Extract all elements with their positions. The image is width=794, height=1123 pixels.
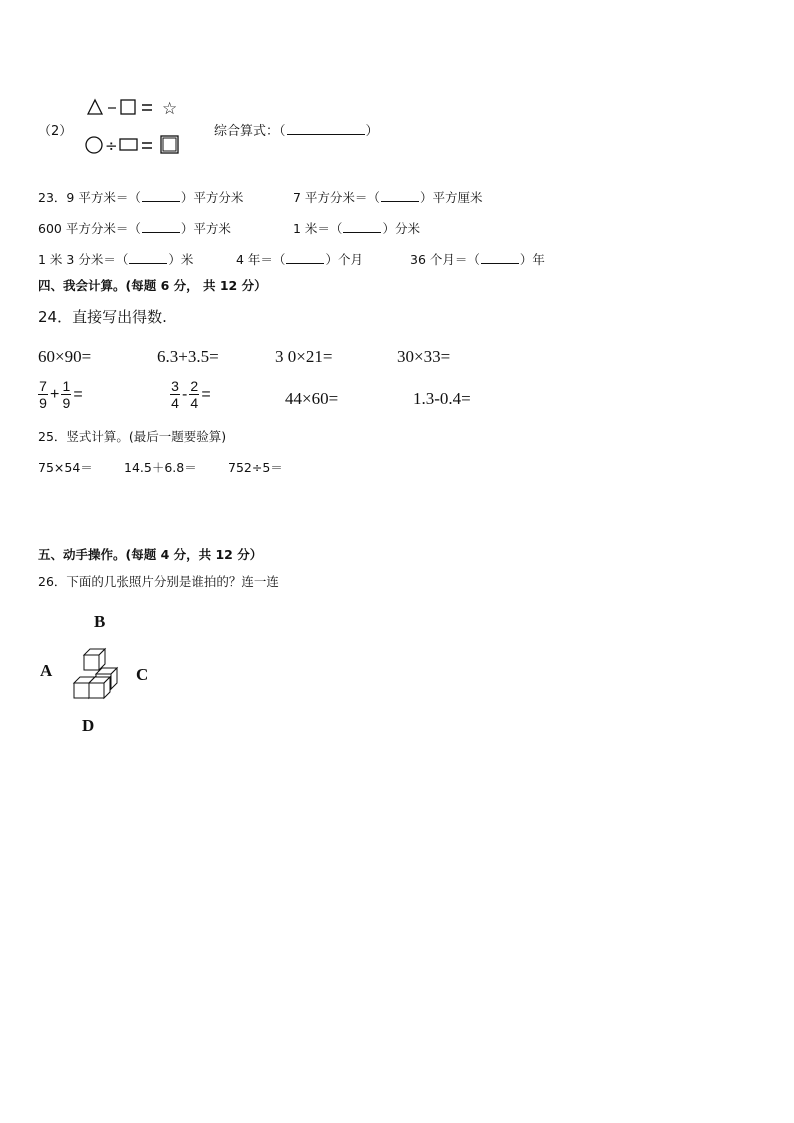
- q23-text: 4 年＝（: [236, 252, 286, 267]
- q23-row3-item2: [236, 250, 363, 268]
- q23-unit: ）平方厘米: [419, 190, 483, 205]
- equals: =: [73, 386, 83, 403]
- symbol-equation-graphic: [84, 96, 194, 162]
- answer-blank[interactable]: [129, 253, 167, 264]
- q24-expr-1: 60×90=: [38, 347, 92, 366]
- combined-formula-close: ）: [365, 124, 379, 139]
- q26-title: 26．下面的几张照片分别是谁拍的？连一连: [38, 574, 279, 589]
- rectangle-icon: [120, 139, 137, 150]
- combined-formula-label: 综合算式：（: [214, 124, 286, 139]
- combined-formula-blank[interactable]: [287, 124, 365, 135]
- q23-row3-item3: [410, 250, 545, 268]
- operator: -: [182, 386, 188, 403]
- denominator: 4: [171, 395, 179, 411]
- cube-stack-icon: [70, 646, 122, 702]
- circle-icon: [86, 137, 102, 153]
- numerator: 2: [190, 378, 199, 394]
- q23-unit: ）平方分米: [180, 190, 244, 205]
- q25-item-1: 75×54＝: [38, 460, 93, 475]
- denominator: 9: [62, 395, 71, 411]
- q23-unit: ）年: [519, 252, 545, 267]
- numerator: 1: [62, 378, 71, 394]
- q23-unit: ）个月: [325, 252, 363, 267]
- section5-heading: 五、动手操作。(每题 4 分，共 12 分）: [38, 547, 263, 562]
- q23-unit: ）分米: [382, 221, 420, 236]
- q23-row2-item1: [38, 219, 231, 237]
- q22-part2-label: （2）: [38, 124, 73, 139]
- denominator: 4: [190, 395, 199, 411]
- equals: =: [201, 386, 211, 403]
- q23-text: 1 米 3 分米＝（: [38, 252, 129, 267]
- fraction: [61, 378, 71, 411]
- divide-sign: ÷: [105, 137, 118, 155]
- fraction: [38, 378, 48, 411]
- q23-unit: ）米: [168, 252, 194, 267]
- cube-stack-figure: [70, 646, 122, 702]
- fraction: [189, 378, 199, 411]
- q24-fraction-expr-1: [38, 378, 85, 411]
- q23-unit: ）平方米: [180, 221, 231, 236]
- triangle-icon: [88, 100, 102, 114]
- label-b: B: [94, 612, 106, 631]
- q24-expr-2: 6.3+3.5=: [157, 347, 219, 366]
- numerator: 3: [171, 378, 179, 394]
- numerator: 7: [39, 378, 47, 394]
- denominator: 9: [39, 395, 47, 411]
- q24-expr-4: 30×33=: [397, 347, 451, 366]
- q23-text: 23．9 平方米＝（: [38, 190, 141, 205]
- label-d: D: [82, 716, 95, 735]
- square-icon-inner: [163, 138, 176, 151]
- answer-blank[interactable]: [343, 222, 381, 233]
- q25-title: 25．竖式计算。(最后一题要验算): [38, 429, 227, 444]
- answer-blank[interactable]: [142, 222, 180, 233]
- label-c: C: [136, 665, 149, 684]
- q24-expr-7: 44×60=: [285, 389, 339, 408]
- q25-item-3: 752÷5＝: [228, 460, 283, 475]
- q24-expr-8: 1.3-0.4=: [413, 389, 471, 408]
- q23-row2-item2: [293, 219, 420, 237]
- section4-heading: 四、我会计算。(每题 6 分， 共 12 分）: [38, 278, 267, 293]
- q23-text: 7 平方分米＝（: [293, 190, 380, 205]
- q22-combined-formula: [214, 120, 379, 139]
- q24-title: 24．直接写出得数.: [38, 308, 167, 326]
- answer-blank[interactable]: [481, 253, 519, 264]
- q23-text: 600 平方分米＝（: [38, 221, 141, 236]
- q23-text: 36 个月＝（: [410, 252, 480, 267]
- q23-row3-item1: [38, 250, 193, 268]
- answer-blank[interactable]: [381, 191, 419, 202]
- q23-row1-item2: [293, 188, 482, 206]
- label-a: A: [40, 661, 53, 680]
- q23-row1-item1: [38, 188, 243, 206]
- answer-blank[interactable]: [142, 191, 180, 202]
- q24-expr-3: 3 0×21=: [275, 347, 333, 366]
- square-icon: [121, 100, 135, 114]
- operator: +: [50, 386, 60, 403]
- q25-item-2: 14.5＋6.8＝: [124, 460, 197, 475]
- square-icon-double: [161, 136, 178, 153]
- q23-text: 1 米＝（: [293, 221, 343, 236]
- star-icon: ☆: [162, 99, 178, 119]
- fraction: [170, 378, 180, 411]
- q24-fraction-expr-2: [170, 378, 213, 411]
- q22-symbol-equations: [84, 96, 194, 162]
- answer-blank[interactable]: [286, 253, 324, 264]
